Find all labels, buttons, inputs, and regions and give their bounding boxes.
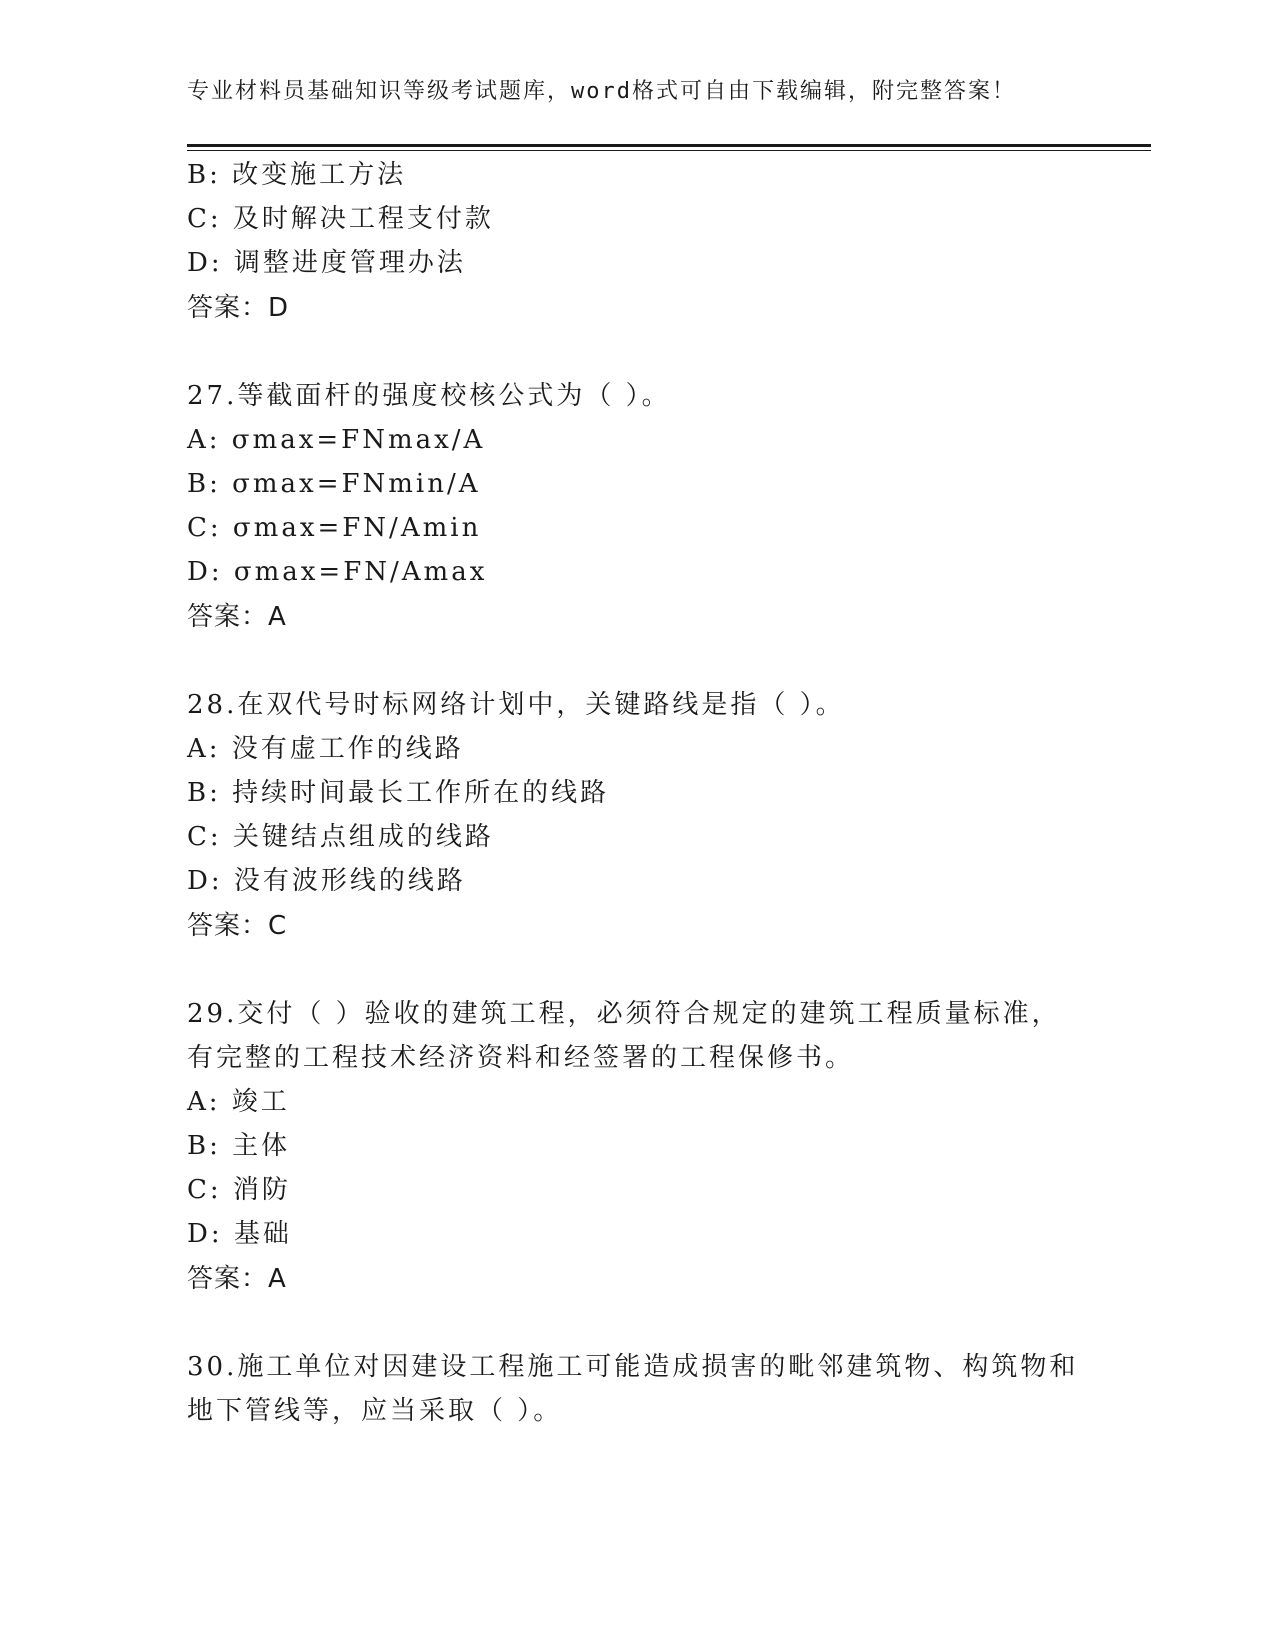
header-rule-thick: [187, 144, 1151, 147]
q27-option-d: D: σmax=FN/Amax: [187, 557, 488, 587]
q29-stem-line1: 29.交付（ ）验收的建筑工程，必须符合规定的建筑工程质量标准，: [187, 999, 1061, 1029]
q29-option-b: B: 主体: [187, 1131, 291, 1161]
q28-option-b: B: 持续时间最长工作所在的线路: [187, 778, 610, 808]
q26-option-d: D: 调整进度管理办法: [187, 248, 466, 278]
q26-option-c: C: 及时解决工程支付款: [187, 204, 494, 234]
q27-option-c: C: σmax=FN/Amin: [187, 513, 482, 543]
header-rule-thin: [187, 150, 1151, 151]
q28-stem: 28.在双代号时标网络计划中，关键路线是指（ ）。: [187, 690, 845, 720]
q30-stem-line2: 地下管线等，应当采取（ ）。: [187, 1396, 563, 1426]
page-header: 专业材料员基础知识等级考试题库，word格式可自由下载编辑，附完整答案！: [187, 79, 1016, 104]
q26-answer: 答案：D: [187, 293, 290, 323]
q29-option-c: C: 消防: [187, 1175, 291, 1205]
q27-option-a: A: σmax=FNmax/A: [187, 425, 486, 455]
q28-option-c: C: 关键结点组成的线路: [187, 822, 494, 852]
q29-answer: 答案：A: [187, 1264, 287, 1294]
q29-option-a: A: 竣工: [187, 1087, 290, 1117]
q30-stem-line1: 30.施工单位对因建设工程施工可能造成损害的毗邻建筑物、构筑物和: [187, 1352, 1079, 1382]
q29-option-d: D: 基础: [187, 1219, 292, 1249]
q28-option-d: D: 没有波形线的线路: [187, 866, 466, 896]
q28-option-a: A: 没有虚工作的线路: [187, 734, 464, 764]
q28-answer: 答案：C: [187, 911, 288, 941]
q27-option-b: B: σmax=FNmin/A: [187, 469, 481, 499]
q29-stem-line2: 有完整的工程技术经济资料和经签署的工程保修书。: [187, 1043, 855, 1073]
q27-answer: 答案：A: [187, 602, 287, 632]
q27-stem: 27.等截面杆的强度校核公式为（ ）。: [187, 381, 671, 411]
q26-option-b: B: 改变施工方法: [187, 160, 407, 190]
